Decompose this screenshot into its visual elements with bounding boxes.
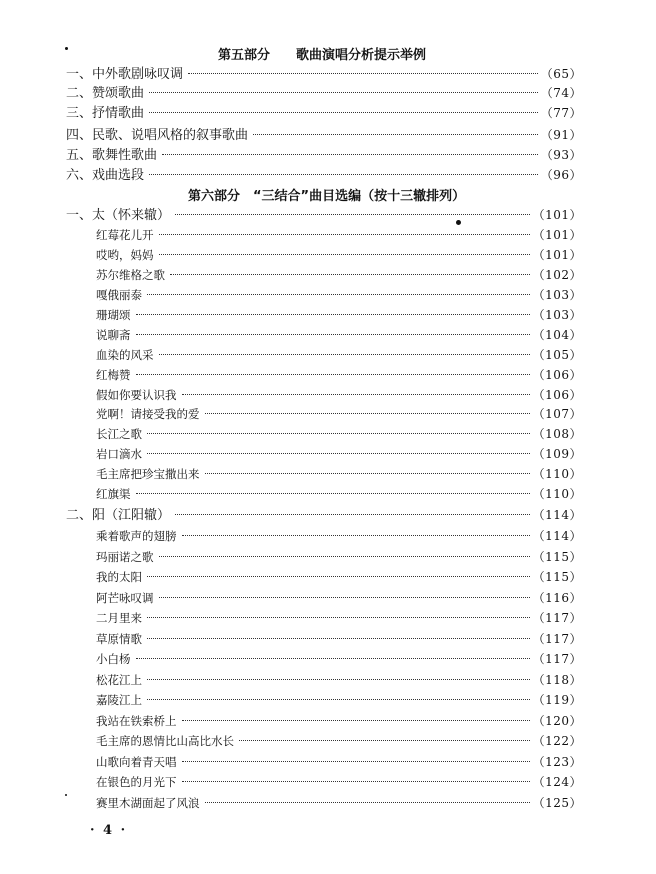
- section-6-heading: 第六部分 “三结合”曲目选编（按十三辙排列）: [188, 189, 466, 204]
- toc-title: 阿芒咏叹调: [96, 591, 154, 605]
- toc-page-number: （74）: [540, 86, 582, 100]
- toc-row[interactable]: [96, 548, 582, 566]
- dot-leader: [147, 433, 530, 434]
- toc-page-number: （102）: [532, 268, 582, 282]
- dot-leader: [175, 214, 530, 215]
- dot-leader: [147, 576, 530, 577]
- toc-row[interactable]: [96, 465, 582, 483]
- toc-row[interactable]: [96, 306, 582, 324]
- toc-row[interactable]: [66, 166, 582, 184]
- dot-leader: [205, 473, 530, 474]
- dot-leader: [182, 781, 530, 782]
- toc-row[interactable]: [96, 773, 582, 791]
- dot-leader: [147, 638, 530, 639]
- dot-leader: [159, 254, 530, 255]
- dot-leader: [162, 154, 538, 155]
- toc-row[interactable]: [96, 425, 582, 443]
- toc-title: 小白杨: [96, 652, 131, 666]
- dot-leader: [149, 112, 538, 113]
- toc-title: 玛丽诺之歌: [96, 550, 154, 564]
- toc-title: 说聊斋: [96, 328, 131, 342]
- toc-row[interactable]: [96, 226, 582, 244]
- dot-leader: [188, 73, 538, 74]
- toc-title: 珊瑚颂: [96, 308, 131, 322]
- toc-title: 假如你要认识我: [96, 388, 177, 402]
- toc-title: 松花江上: [96, 673, 142, 687]
- toc-row[interactable]: [96, 326, 582, 344]
- toc-page-number: （103）: [532, 288, 582, 302]
- dot-leader: [159, 597, 530, 598]
- ink-speck: [65, 47, 68, 50]
- dot-leader: [147, 617, 530, 618]
- dot-leader: [136, 493, 530, 494]
- toc-page-number: （101）: [532, 248, 582, 262]
- dot-leader: [253, 134, 538, 135]
- dot-leader: [159, 234, 530, 235]
- toc-page-number: （119）: [532, 693, 582, 707]
- toc-page-number: （104）: [532, 328, 582, 342]
- toc-row[interactable]: [96, 589, 582, 607]
- toc-title: 哎哟，妈妈: [96, 248, 154, 262]
- toc-page-number: （117）: [532, 611, 582, 625]
- toc-page-number: （110）: [532, 487, 582, 501]
- toc-page-number: （105）: [532, 348, 582, 362]
- toc-page-number: （108）: [532, 427, 582, 441]
- toc-page-number: （120）: [532, 714, 582, 728]
- dot-leader: [170, 274, 530, 275]
- toc-title: 三、抒情歌曲: [66, 106, 145, 121]
- dot-leader: [136, 334, 530, 335]
- dot-leader: [175, 514, 530, 515]
- toc-row[interactable]: [96, 753, 582, 771]
- toc-page-number: （125）: [532, 796, 582, 810]
- toc-page-number: （103）: [532, 308, 582, 322]
- toc-title: 苏尔维格之歌: [96, 268, 165, 282]
- dot-leader: [205, 802, 530, 803]
- toc-title: 嘉陵江上: [96, 693, 142, 707]
- footer-page-number: · 4 ·: [90, 823, 128, 838]
- toc-page-number: （106）: [532, 368, 582, 382]
- toc-row[interactable]: [96, 246, 582, 264]
- dot-leader: [147, 699, 530, 700]
- dot-leader: [182, 535, 530, 536]
- toc-page-number: （116）: [532, 591, 582, 605]
- toc-row[interactable]: [96, 609, 582, 627]
- toc-title: 二月里来: [96, 611, 142, 625]
- dot-leader: [159, 354, 530, 355]
- toc-page-number: （115）: [532, 570, 582, 584]
- toc-page-number: （117）: [532, 652, 582, 666]
- toc-row[interactable]: [96, 568, 582, 586]
- toc-title: 一、中外歌剧咏叹调: [66, 67, 184, 82]
- toc-title: 六、戏曲选段: [66, 168, 145, 183]
- toc-row[interactable]: [66, 65, 582, 83]
- toc-row[interactable]: [96, 691, 582, 709]
- toc-row[interactable]: [96, 445, 582, 463]
- toc-row[interactable]: [96, 346, 582, 364]
- toc-row[interactable]: [96, 650, 582, 668]
- toc-title: 毛主席的恩情比山高比水长: [96, 734, 234, 748]
- dot-leader: [182, 720, 530, 721]
- toc-title: 二、阳（江阳辙）: [66, 508, 171, 523]
- section-5-heading: 第五部分 歌曲演唱分析提示举例: [218, 48, 427, 63]
- ink-speck: [456, 220, 461, 225]
- ink-speck: [65, 794, 67, 796]
- toc-title: 红莓花儿开: [96, 228, 154, 242]
- toc-title: 乘着歌声的翅膀: [96, 529, 177, 543]
- dot-leader: [147, 679, 530, 680]
- toc-title: 在银色的月光下: [96, 775, 177, 789]
- toc-title: 赛里木湖面起了风浪: [96, 796, 200, 810]
- toc-title: 红梅赞: [96, 368, 131, 382]
- toc-title: 长江之歌: [96, 427, 142, 441]
- toc-row[interactable]: [66, 104, 582, 122]
- toc-title: 我站在铁索桥上: [96, 714, 177, 728]
- toc-row-group[interactable]: [66, 206, 582, 224]
- toc-title: 山歌向着青天唱: [96, 755, 177, 769]
- toc-title: 四、民歌、说唱风格的叙事歌曲: [66, 128, 249, 143]
- toc-title: 血染的风采: [96, 348, 154, 362]
- toc-page-number: （101）: [532, 208, 582, 222]
- toc-title: 红旗渠: [96, 487, 131, 501]
- toc-page-number: （101）: [532, 228, 582, 242]
- dot-leader: [136, 374, 530, 375]
- dot-leader: [147, 294, 530, 295]
- toc-row[interactable]: [96, 386, 582, 404]
- toc-row[interactable]: [96, 405, 582, 423]
- toc-page-number: （115）: [532, 550, 582, 564]
- toc-row[interactable]: [66, 126, 582, 144]
- toc-page-number: （96）: [540, 168, 582, 182]
- toc-row[interactable]: [96, 732, 582, 750]
- toc-row[interactable]: [96, 366, 582, 384]
- toc-row[interactable]: [66, 146, 582, 164]
- toc-page-number: （117）: [532, 632, 582, 646]
- toc-page-number: （65）: [540, 67, 582, 81]
- toc-row[interactable]: [96, 630, 582, 648]
- toc-row[interactable]: [96, 266, 582, 284]
- toc-title: 岩口滴水: [96, 447, 142, 461]
- toc-page-number: （118）: [532, 673, 582, 687]
- toc-page-number: （109）: [532, 447, 582, 461]
- dot-leader: [205, 413, 530, 414]
- toc-page-number: （114）: [532, 508, 582, 522]
- toc-row[interactable]: [66, 84, 582, 102]
- toc-title: 一、太（怀来辙）: [66, 208, 171, 223]
- toc-page-number: （122）: [532, 734, 582, 748]
- toc-title: 五、歌舞性歌曲: [66, 148, 158, 163]
- dot-leader: [239, 740, 530, 741]
- toc-page-number: （123）: [532, 755, 582, 769]
- dot-leader: [136, 314, 530, 315]
- toc-page-number: （107）: [532, 407, 582, 421]
- toc-page-number: （77）: [540, 106, 582, 120]
- toc-title: 我的太阳: [96, 570, 142, 584]
- toc-row-group[interactable]: [66, 506, 582, 524]
- toc-title: 党啊！请接受我的爱: [96, 407, 200, 421]
- toc-page-number: （93）: [540, 148, 582, 162]
- toc-row[interactable]: [96, 794, 582, 812]
- toc-page-number: （106）: [532, 388, 582, 402]
- dot-leader: [136, 658, 530, 659]
- toc-row[interactable]: [96, 712, 582, 730]
- toc-title: 草原情歌: [96, 632, 142, 646]
- toc-page-number: （114）: [532, 529, 582, 543]
- toc-title: 嘎俄丽泰: [96, 288, 142, 302]
- toc-row[interactable]: [96, 485, 582, 503]
- toc-row[interactable]: [96, 527, 582, 545]
- dot-leader: [159, 556, 530, 557]
- dot-leader: [182, 394, 530, 395]
- toc-row[interactable]: [96, 286, 582, 304]
- toc-page-number: （91）: [540, 128, 582, 142]
- toc-title: 二、赞颂歌曲: [66, 86, 145, 101]
- toc-title: 毛主席把珍宝撒出来: [96, 467, 200, 481]
- dot-leader: [149, 92, 538, 93]
- dot-leader: [149, 174, 538, 175]
- dot-leader: [147, 453, 530, 454]
- toc-row[interactable]: [96, 671, 582, 689]
- toc-page-number: （110）: [532, 467, 582, 481]
- dot-leader: [182, 761, 530, 762]
- toc-page-number: （124）: [532, 775, 582, 789]
